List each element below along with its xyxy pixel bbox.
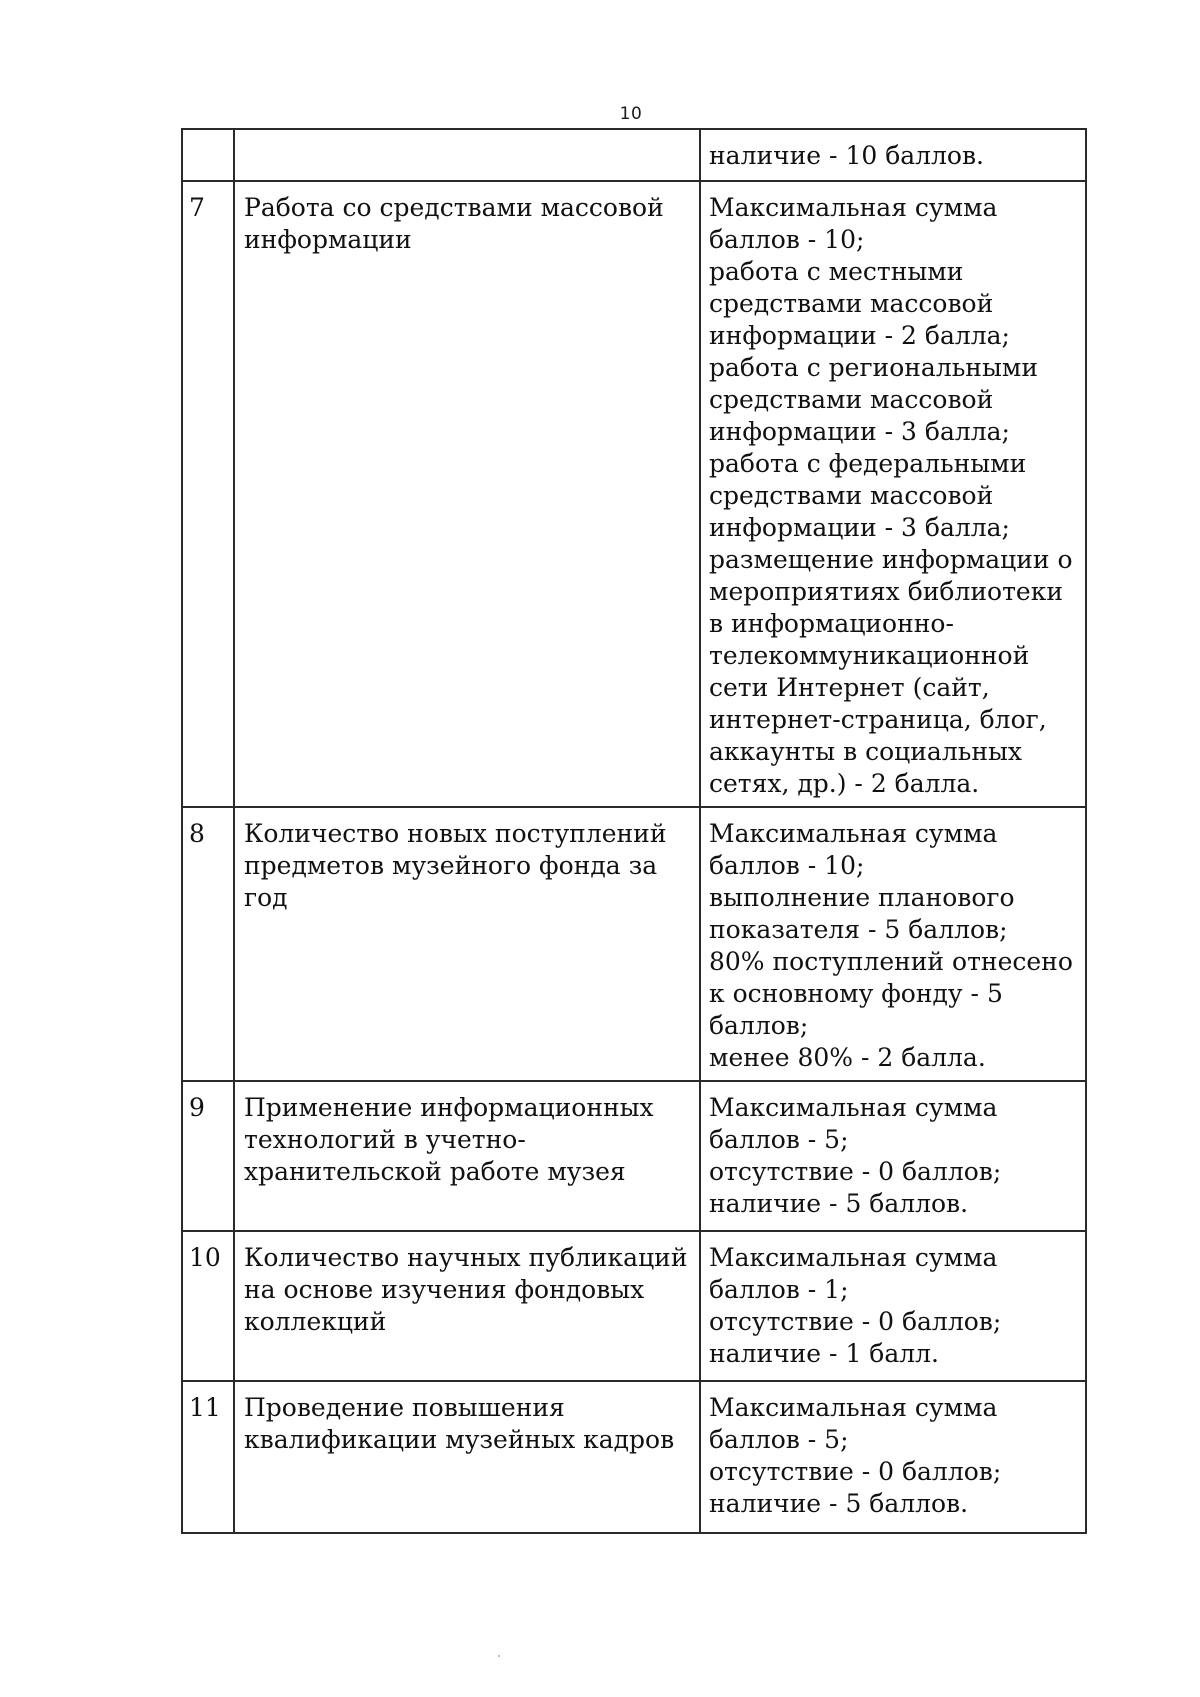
criteria-line: Максимальная сумма баллов - 10;	[709, 819, 998, 880]
indicator-name: Количество научных публикаций на основе изучения фондовых коллекций	[234, 1231, 700, 1381]
indicator-name: Проведение повышения квалификации музейных кадров	[234, 1381, 700, 1533]
criteria-line: Максимальная сумма баллов - 5;	[709, 1093, 998, 1154]
criteria-line: отсутствие - 0 баллов;	[709, 1307, 1002, 1336]
criteria-line: Максимальная сумма баллов - 1;	[709, 1243, 998, 1304]
row-number: 10	[182, 1231, 234, 1381]
criteria-line: выполнение планового показателя - 5 баллов;	[709, 883, 1015, 944]
table-row	[182, 1231, 1086, 1381]
criteria-cell	[700, 1381, 1086, 1533]
criteria-line: отсутствие - 0 баллов;	[709, 1157, 1002, 1186]
table-row	[182, 807, 1086, 1081]
row-number: 8	[182, 807, 234, 1081]
criteria-line: наличие - 5 баллов.	[709, 1189, 969, 1218]
criteria-line: наличие - 1 балл.	[709, 1339, 939, 1368]
scan-speck	[498, 1655, 500, 1657]
table-row	[182, 181, 1086, 807]
row-number: 7	[182, 181, 234, 807]
row-number: 11	[182, 1381, 234, 1533]
criteria-line: работа с федеральными средствами массовой информации - 3 балла;	[709, 449, 1027, 542]
criteria-cell	[700, 807, 1086, 1081]
criteria-line: работа с региональными средствами массовой информации - 3 балла;	[709, 353, 1038, 446]
criteria-line: наличие - 5 баллов.	[709, 1489, 969, 1518]
row-number: 9	[182, 1081, 234, 1231]
criteria-cell	[700, 129, 1086, 181]
criteria-line: размещение информации о мероприятиях библиотеки в информационно-телекоммуникационной сети Интернет (сайт, интернет-страница, блог, аккаунты в социальных сетях, др.) - 2 балла.	[709, 545, 1073, 798]
table-row	[182, 1081, 1086, 1231]
criteria-line: Максимальная сумма баллов - 10;	[709, 193, 998, 254]
page-number: 10	[619, 104, 643, 124]
indicator-name	[234, 129, 700, 181]
indicator-name: Применение информационных технологий в учетно-хранительской работе музея	[234, 1081, 700, 1231]
table-row	[182, 129, 1086, 181]
criteria-line: 80% поступлений отнесено к основному фонду - 5 баллов;	[709, 947, 1073, 1040]
criteria-cell	[700, 1231, 1086, 1381]
indicator-name: Количество новых поступлений предметов музейного фонда за год	[234, 807, 700, 1081]
criteria-line: Максимальная сумма баллов - 5;	[709, 1393, 998, 1454]
criteria-line: работа с местными средствами массовой информации - 2 балла;	[709, 257, 1010, 350]
criteria-line: отсутствие - 0 баллов;	[709, 1457, 1002, 1486]
criteria-cell	[700, 1081, 1086, 1231]
table-row	[182, 1381, 1086, 1533]
criteria-table	[181, 128, 1087, 1534]
row-number	[182, 129, 234, 181]
criteria-line: наличие - 10 баллов.	[709, 141, 984, 170]
criteria-line: менее 80% - 2 балла.	[709, 1043, 986, 1072]
criteria-cell	[700, 181, 1086, 807]
indicator-name: Работа со средствами массовой информации	[234, 181, 700, 807]
